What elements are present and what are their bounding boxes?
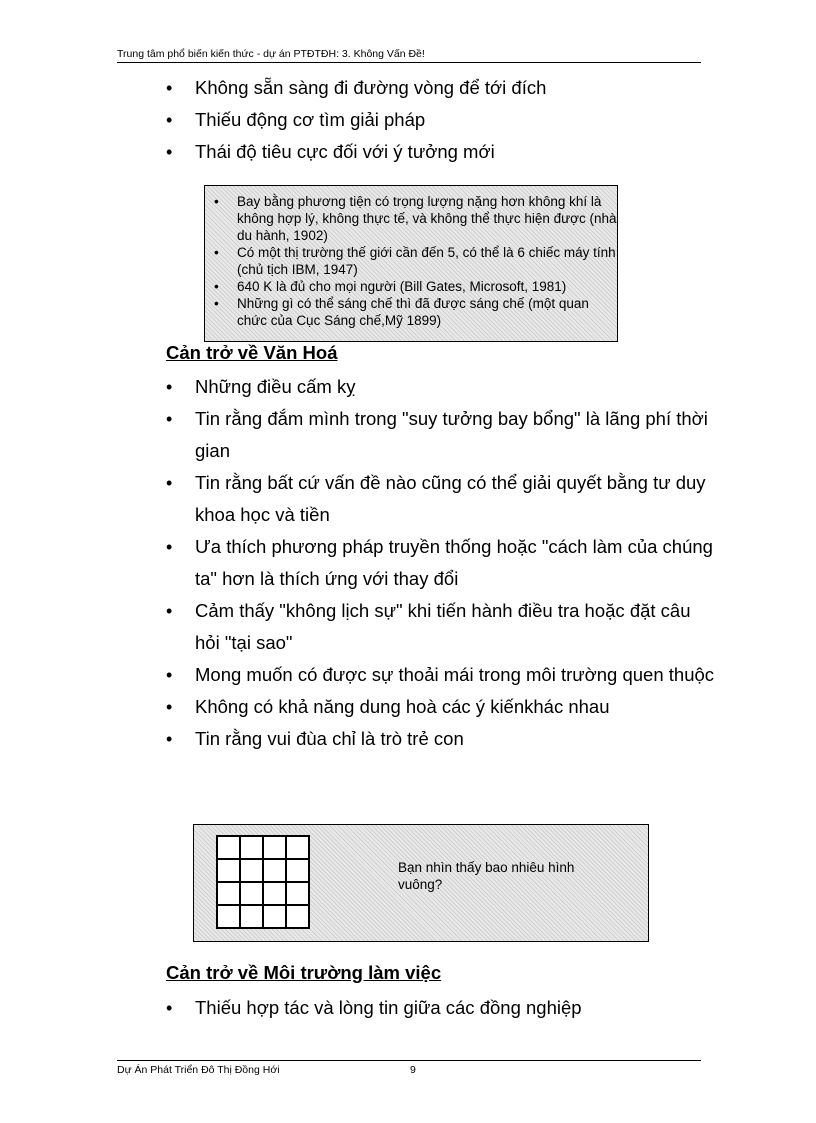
list-item: [0, 595, 816, 659]
list-item-text: Thái độ tiêu cực đối với ý tưởng mới: [195, 141, 495, 162]
grid-cell: [287, 906, 310, 929]
grid-cell: [241, 906, 264, 929]
list-item-text: Không có khả năng dung hoà các ý kiếnkhác nhau: [195, 696, 610, 717]
puzzle-box: [193, 824, 649, 942]
header-divider: [117, 62, 701, 63]
grid-cell: [241, 883, 264, 906]
list-item-text: Tin rằng đắm mình trong "suy tưởng bay bổng" là lãng phí thời gian: [195, 408, 708, 461]
workplace-bullet-list: [0, 992, 682, 1024]
list-item: [0, 723, 816, 755]
intro-bullet-list: [0, 72, 646, 168]
list-item: [0, 104, 646, 136]
bullet-icon: •: [166, 537, 173, 557]
footer-divider: [117, 1060, 701, 1061]
list-item: [205, 278, 617, 295]
bullet-icon: •: [214, 296, 219, 311]
bullet-icon: •: [166, 473, 173, 493]
bullet-icon: •: [166, 697, 173, 717]
list-item: [0, 467, 816, 531]
bullet-icon: •: [166, 601, 173, 621]
quote-list: [205, 193, 617, 329]
grid-cell: [218, 906, 241, 929]
list-item-text: Ưa thích phương pháp truyền thống hoặc "cách làm của chúng ta" hơn là thích ứng với thay đổi: [195, 536, 713, 589]
bullet-icon: •: [166, 665, 173, 685]
grid-cell: [218, 837, 241, 860]
list-item-text: 640 K là đủ cho mọi người (Bill Gates, Microsoft, 1981): [237, 279, 567, 294]
grid-cell: [264, 883, 287, 906]
bullet-icon: •: [214, 279, 219, 294]
bullet-icon: •: [214, 245, 219, 260]
list-item: [0, 403, 816, 467]
list-item-text: Bay bằng phương tiện có trọng lượng nặng hơn không khí là không hợp lý, không thực tế, và không thể thực hiện được (nhà du hành, 1902): [237, 194, 617, 243]
list-item-text: Những điều cấm kỵ: [195, 376, 356, 397]
grid-cell: [287, 860, 310, 883]
footer-project-name: Dự Án Phát Triển Đô Thị Đồng Hới: [117, 1064, 280, 1076]
workplace-section-title: Cản trở về Môi trường làm việc: [166, 962, 442, 983]
grid-cell: [287, 883, 310, 906]
list-item-text: Những gì có thể sáng chế thì đã được sáng chế (một quan chức của Cục Sáng chế,Mỹ 1899): [237, 296, 589, 328]
list-item: [0, 691, 816, 723]
bullet-icon: •: [166, 377, 173, 397]
list-item: [0, 659, 816, 691]
list-item: [0, 136, 646, 168]
bullet-icon: •: [166, 142, 173, 162]
grid-cell: [218, 883, 241, 906]
quote-box: [204, 185, 618, 342]
square-grid: [216, 835, 310, 929]
bullet-icon: •: [166, 998, 173, 1018]
page-number: 9: [410, 1064, 416, 1076]
list-item-text: Cảm thấy "không lịch sự" khi tiến hành điều tra hoặc đặt câu hỏi "tại sao": [195, 600, 691, 653]
grid-cell: [264, 860, 287, 883]
list-item-text: Tin rằng bất cứ vấn đề nào cũng có thể giải quyết bằng tư duy khoa học và tiền: [195, 472, 706, 525]
list-item-text: Có một thị trường thế giới cần đến 5, có thể là 6 chiếc máy tính (chủ tịch IBM, 1947): [237, 245, 616, 277]
page-header: Trung tâm phổ biến kiến thức - dự án PTĐTĐH: 3. Không Vấn Đề!: [117, 48, 425, 60]
grid-cell: [241, 837, 264, 860]
grid-cell: [287, 837, 310, 860]
grid-cell: [264, 906, 287, 929]
list-item: [205, 244, 617, 278]
bullet-icon: •: [214, 194, 219, 209]
grid-cell: [264, 837, 287, 860]
list-item: [0, 371, 816, 403]
bullet-icon: •: [166, 78, 173, 98]
list-item: [0, 992, 682, 1024]
culture-section-title: Cản trở về Văn Hoá: [166, 342, 338, 363]
grid-cell: [218, 860, 241, 883]
grid-cell: [241, 860, 264, 883]
list-item-text: Tin rằng vui đùa chỉ là trò trẻ con: [195, 728, 464, 749]
bullet-icon: •: [166, 110, 173, 130]
list-item-text: Mong muốn có được sự thoải mái trong môi trường quen thuộc: [195, 664, 715, 685]
bullet-icon: •: [166, 729, 173, 749]
list-item-text: Không sẵn sàng đi đường vòng để tới đích: [195, 77, 547, 98]
list-item-text: Thiếu động cơ tìm giải pháp: [195, 109, 426, 130]
list-item: [205, 193, 617, 244]
list-item: [0, 72, 646, 104]
list-item-text: Thiếu hợp tác và lòng tin giữa các đồng nghiệp: [195, 997, 582, 1018]
list-item: [205, 295, 617, 329]
list-item: [0, 531, 816, 595]
puzzle-question: Bạn nhìn thấy bao nhiêu hình vuông?: [398, 860, 575, 892]
bullet-icon: •: [166, 409, 173, 429]
culture-bullet-list: [0, 371, 816, 755]
